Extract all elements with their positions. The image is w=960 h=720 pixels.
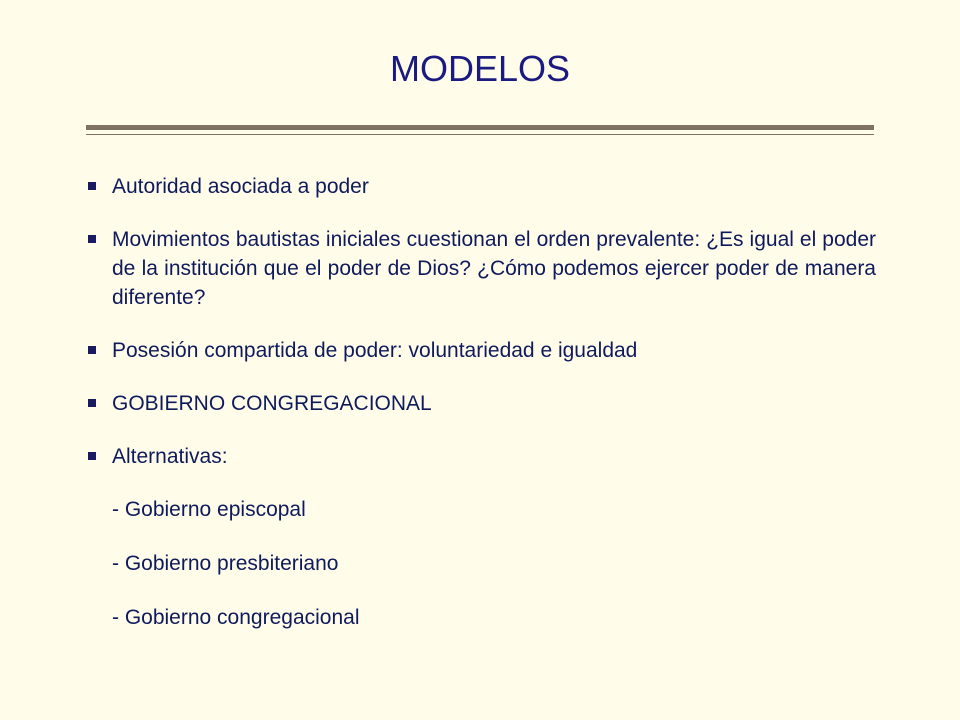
slide-title: MODELOS <box>389 48 571 89</box>
square-bullet-icon <box>88 235 96 243</box>
bullet-text: Autoridad asociada a poder <box>112 175 369 198</box>
bullet-item <box>86 172 876 201</box>
title-divider-thick <box>86 125 874 130</box>
bullet-item <box>86 336 876 365</box>
sub-item: - Gobierno episcopal <box>112 498 306 521</box>
title-divider-thin <box>86 134 874 135</box>
slide-body <box>86 172 876 657</box>
square-bullet-icon <box>88 346 96 354</box>
bullet-item <box>86 225 876 312</box>
square-bullet-icon <box>88 452 96 460</box>
sub-item: - Gobierno presbiteriano <box>112 552 339 575</box>
sub-item: - Gobierno congregacional <box>112 606 360 629</box>
square-bullet-icon <box>88 182 96 190</box>
bullet-text: GOBIERNO CONGREGACIONAL <box>112 392 432 415</box>
bullet-item <box>86 389 876 418</box>
bullet-text: Movimientos bautistas iniciales cuestionan el orden prevalente: ¿Es igual el poder de la institución que el poder de Dios? ¿Cómo podemos ejercer poder de manera diferente? <box>112 228 876 309</box>
bullet-item <box>86 442 876 471</box>
square-bullet-icon <box>88 399 96 407</box>
bullet-text: Posesión compartida de poder: voluntariedad e igualdad <box>112 339 638 362</box>
bullet-text: Alternativas: <box>112 445 228 468</box>
